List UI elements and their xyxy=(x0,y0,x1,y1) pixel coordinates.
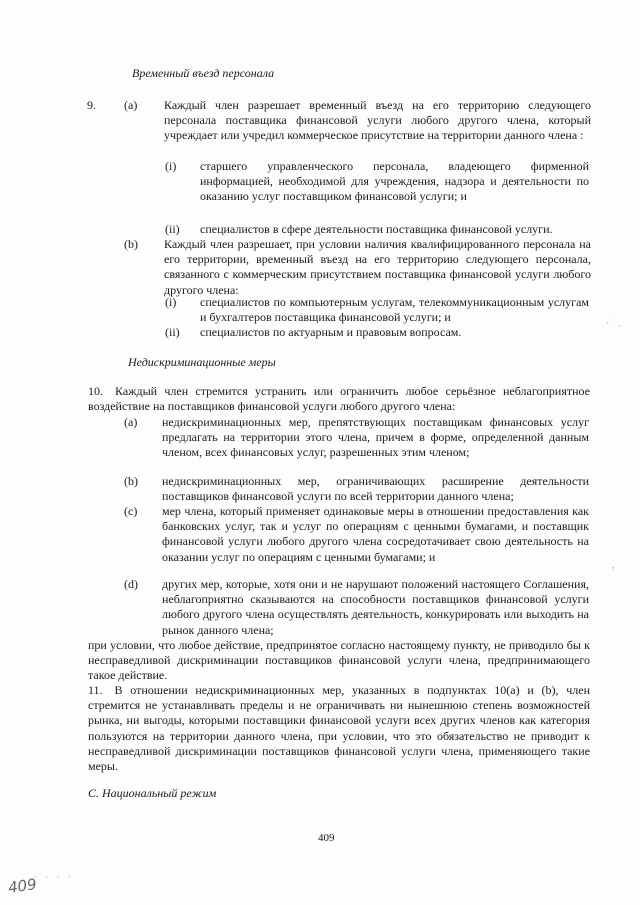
paragraph-9b-i-text: специалистов по компьютерным услугам, телекоммуникационным услугам и бухгалтеров поставщика финансовой услуги; и xyxy=(200,295,589,325)
paragraph-11-text: 11. В отношении недискриминационных мер, указанных в подпунктах 10(a) и (b), член стремится не устанавливать пределы и не ограничивать ни нынешнюю степень возможностей рынка, ни выгоды, которыми поставщики финансовой услуги всех других членов как категория пользуются на территории данного члена, при условии, что это обязательство не приводит к несправедливой дискриминации поставщиков финансовой услуги члена, применяющего такие меры. xyxy=(88,683,590,774)
paragraph-10d-text: других мер, которые, хотя они и не нарушают положений настоящего Соглашения, неблагоприятно сказываются на способности поставщиков финансовой услуги любого другого члена осуществлять деятельность, конкурировать или выходить на рынок данного члена; xyxy=(162,577,589,637)
handwritten-page-number: 409 xyxy=(6,875,38,897)
paragraph-9a-marker: (a) xyxy=(124,98,138,112)
paragraph-10b-text: недискриминационных мер, ограничивающих расширение деятельности поставщиков финансовой услуги по всей территории данного члена; xyxy=(162,474,589,504)
paragraph-9b-ii-text: специалистов по актуарным и правовым вопросам. xyxy=(200,325,462,339)
paragraph-9a-ii-text: специалистов в сфере деятельности поставщика финансовой услуги. xyxy=(200,222,553,236)
heading-nondiscriminatory-measures: Недискриминационные меры xyxy=(128,355,276,369)
paragraph-10a-text: недискриминационных мер, препятствующих поставщикам финансовых услуг предлагать на территории этого члена, причем в форме, определенной данным членом, всех финансовых услуг, разрешенных этим членом; xyxy=(162,415,589,460)
paragraph-10c-marker: (c) xyxy=(124,504,138,518)
paragraph-9-number: 9. xyxy=(87,98,96,112)
heading-national-treatment: C. Национальный режим xyxy=(88,786,217,800)
page-number: 409 xyxy=(318,832,335,844)
paragraph-10a-marker: (a) xyxy=(124,415,138,429)
scan-speck: · · · · xyxy=(34,872,74,882)
paragraph-10-lead: 10. Каждый член стремится устранить или ограничить любое серьёзное неблагоприятное воздействие на поставщиков финансовой услуги любого другого члена: xyxy=(88,384,590,414)
paragraph-9b-ii-marker: (ii) xyxy=(165,325,180,339)
paragraph-10c-text: мер члена, который применяет одинаковые меры в отношении предоставления как банковских услуг, так и услуг по операциям с ценными бумагами, и поставщик финансовой услуги любого другого члена сосредотачивает свою деятельность на оказании услуг по операциям с ценными бумагами; и xyxy=(162,504,589,564)
paragraph-10-proviso: при условии, что любое действие, предпринятое согласно настоящему пункту, не приводило бы к несправедливой дискриминации поставщиков финансовой услуги члена, предпринимающего такое действие. xyxy=(88,638,590,683)
paragraph-9a-i-text: старшего управленческого персонала, владеющего фирменной информацией, необходимой для учреждения, надзора и деятельности по оказанию услуг поставщиком финансовой услуги; и xyxy=(200,159,589,204)
paragraph-9b-i-marker: (i) xyxy=(165,295,177,309)
scan-speck: , xyxy=(612,560,618,570)
heading-temporary-entry: Временный въезд персонала xyxy=(132,66,275,80)
paragraph-9a-text: Каждый член разрешает временный въезд на его территорию следующего персонала поставщика финансовой услуги любого другого члена, который учреждает или учредил коммерческое присутствие на территории данного члена : xyxy=(164,98,591,143)
scan-speck: ·˙. xyxy=(606,318,624,328)
paragraph-9a-i-marker: (i) xyxy=(165,159,177,173)
paragraph-10d-marker: (d) xyxy=(124,577,138,591)
paragraph-9b-text: Каждый член разрешает, при условии наличия квалифицированного персонала на его территории, временный въезд на его территорию следующего персонала, связанного с коммерческим присутствием поставщика финансовой услуги любого другого члена: xyxy=(164,237,591,297)
paragraph-9b-marker: (b) xyxy=(124,237,138,251)
paragraph-10b-marker: (b) xyxy=(124,474,138,488)
paragraph-9a-ii-marker: (ii) xyxy=(165,222,180,236)
